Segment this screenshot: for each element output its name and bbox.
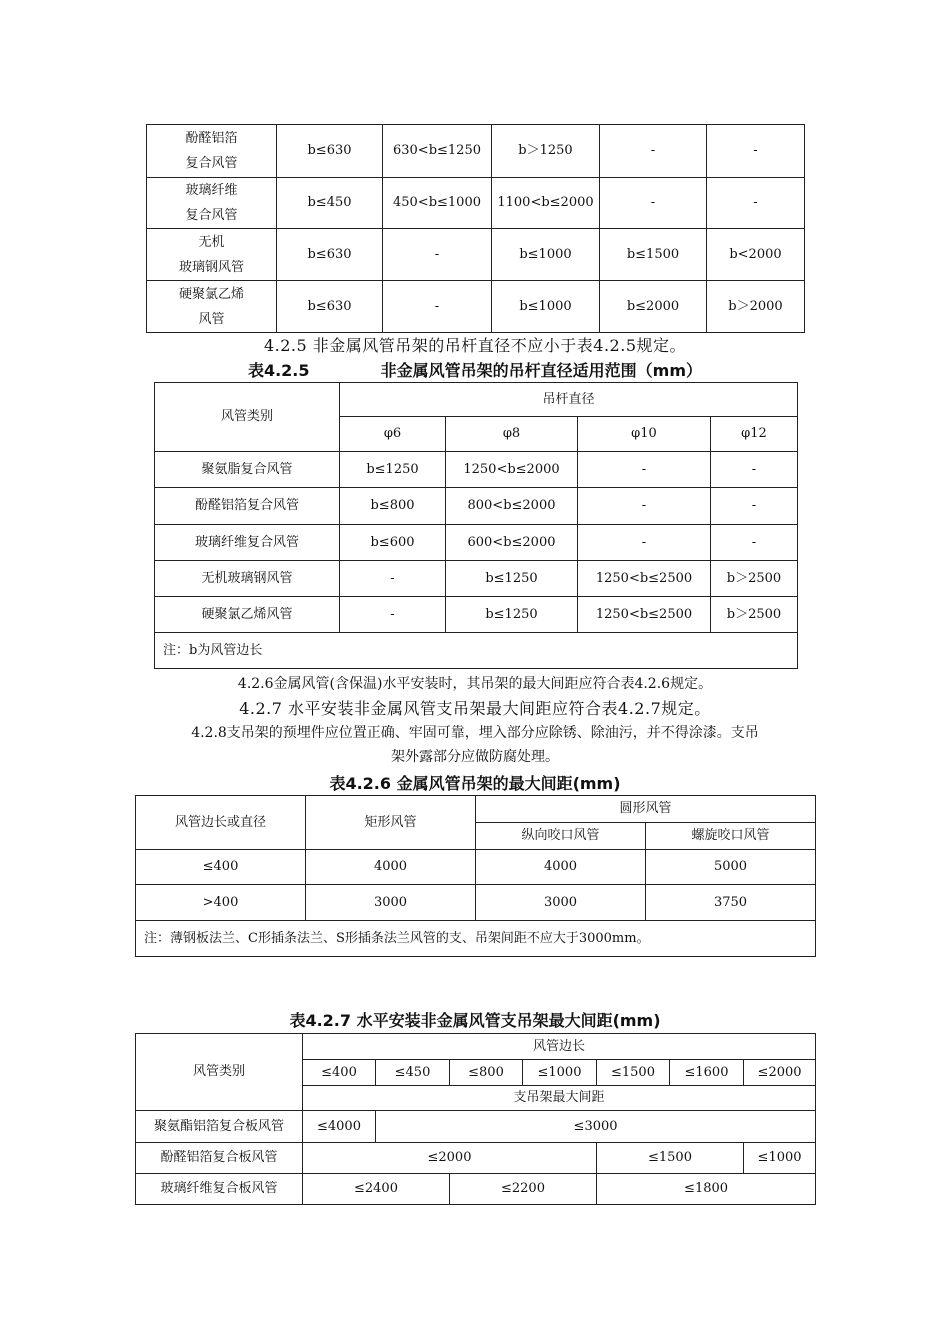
table-caption-4-2-5: [0, 358, 950, 381]
paragraph-4-2-5: 4.2.5 非金属风管吊架的吊杆直径不应小于表4.2.5规定。: [263, 336, 686, 355]
header-duct-type: 风管类别: [155, 383, 340, 452]
value-cell: -: [340, 561, 446, 597]
table-4-2-5: [154, 382, 798, 669]
table-note: 注：薄钢板法兰、C形插条法兰、S形插条法兰风管的支、吊架间距不应大于3000mm。: [136, 921, 816, 957]
duct-type-cell: 酚醛铝箔 复合风管: [147, 125, 277, 178]
header-side-value: ≤450: [376, 1060, 450, 1086]
table-row: [155, 452, 798, 488]
value-cell: 800<b≤2000: [446, 488, 578, 525]
value-cell: b≤630: [277, 281, 383, 333]
header-duct-type: 风管类别: [136, 1034, 303, 1111]
table-row: [155, 561, 798, 597]
value-cell: -: [707, 125, 805, 178]
value-cell: b≤630: [277, 229, 383, 281]
header-diameter: φ6: [340, 417, 446, 452]
value-cell: 3750: [646, 885, 816, 921]
value-cell: b＞2500: [711, 597, 798, 633]
value-cell: b≤1500: [600, 229, 707, 281]
value-cell: b≤2000: [600, 281, 707, 333]
table-caption-4-2-7: 表4.2.7 水平安装非金属风管支吊架最大间距(mm): [289, 1011, 661, 1030]
table-4-2-7: [135, 1033, 816, 1205]
value-cell: b≤450: [277, 178, 383, 229]
table-row: [155, 525, 798, 561]
value-cell: b≤1250: [340, 452, 446, 488]
value-cell: -: [711, 488, 798, 525]
header-rectangular-duct: 矩形风管: [306, 796, 476, 850]
table-header-row: [136, 1034, 816, 1060]
value-cell: -: [707, 178, 805, 229]
value-cell: b＞2500: [711, 561, 798, 597]
table-row: [136, 1174, 816, 1205]
table-note-row: [155, 633, 798, 669]
value-cell: 1250<b≤2000: [446, 452, 578, 488]
value-cell: b<2000: [707, 229, 805, 281]
value-cell: ≤2200: [450, 1174, 597, 1205]
header-side-value: ≤1000: [523, 1060, 597, 1086]
value-cell: 1250<b≤2500: [578, 597, 711, 633]
value-cell: b≤1000: [492, 229, 600, 281]
header-diameter: φ8: [446, 417, 578, 452]
duct-type-cell: 玻璃纤维 复合风管: [147, 178, 277, 229]
value-cell: 1100<b≤2000: [492, 178, 600, 229]
value-cell: -: [578, 488, 711, 525]
table-row: [136, 1143, 816, 1174]
header-diameter: φ12: [711, 417, 798, 452]
duct-type-cell: 聚氨脂复合风管: [155, 452, 340, 488]
header-side-value: ≤2000: [744, 1060, 816, 1086]
value-cell: >400: [136, 885, 306, 921]
value-cell: 4000: [476, 850, 646, 885]
header-side-value: ≤400: [303, 1060, 376, 1086]
value-cell: ≤3000: [376, 1111, 816, 1143]
value-cell: b＞1250: [492, 125, 600, 178]
table-row: [147, 178, 805, 229]
duct-type-cell: 硬聚氯乙烯 风管: [147, 281, 277, 333]
duct-type-cell: 玻璃纤维复合板风管: [136, 1174, 303, 1205]
table-4-2-6: [135, 795, 816, 957]
header-duct-side: 风管边长: [303, 1034, 816, 1060]
value-cell: 5000: [646, 850, 816, 885]
header-side-or-diameter: 风管边长或直径: [136, 796, 306, 850]
paragraph-4-2-8-line2: 架外露部分应做防腐处理。: [391, 749, 559, 765]
header-side-value: ≤1600: [670, 1060, 744, 1086]
value-cell: ≤1500: [597, 1143, 744, 1174]
value-cell: -: [340, 597, 446, 633]
duct-type-cell: 酚醛铝箔复合风管: [155, 488, 340, 525]
table-note-row: [136, 921, 816, 957]
duct-type-cell: 聚氨酯铝箔复合板风管: [136, 1111, 303, 1143]
caption-number: 表4.2.5: [247, 361, 310, 380]
value-cell: -: [711, 525, 798, 561]
paragraph-4-2-7: 4.2.7 水平安装非金属风管支吊架最大间距应符合表4.2.7规定。: [239, 699, 711, 718]
header-side-value: ≤800: [450, 1060, 523, 1086]
value-cell: -: [600, 178, 707, 229]
header-longitudinal-seam: 纵向咬口风管: [476, 823, 646, 850]
value-cell: ≤1800: [597, 1174, 816, 1205]
duct-type-cell: 无机玻璃钢风管: [155, 561, 340, 597]
duct-type-cell: 无机 玻璃钢风管: [147, 229, 277, 281]
value-cell: b＞2000: [707, 281, 805, 333]
value-cell: ≤2000: [303, 1143, 597, 1174]
value-cell: -: [578, 452, 711, 488]
value-cell: ≤1000: [744, 1143, 816, 1174]
duct-type-cell: 酚醛铝箔复合板风管: [136, 1143, 303, 1174]
value-cell: 1250<b≤2500: [578, 561, 711, 597]
header-side-value: ≤1500: [597, 1060, 670, 1086]
duct-type-cell: 玻璃纤维复合风管: [155, 525, 340, 561]
table-header-row: [136, 796, 816, 823]
value-cell: ≤4000: [303, 1111, 376, 1143]
value-cell: 630<b≤1250: [383, 125, 492, 178]
value-cell: b≤1250: [446, 561, 578, 597]
paragraph-4-2-8-line1: 4.2.8支吊架的预埋件应位置正确、牢固可靠，埋入部分应除锈、除油污，并不得涂漆。支吊: [191, 725, 759, 741]
value-cell: 4000: [306, 850, 476, 885]
table-row: [136, 850, 816, 885]
table-row: [155, 488, 798, 525]
table-row: [147, 281, 805, 333]
table-header-row: [155, 383, 798, 417]
caption-title: 非金属风管吊架的吊杆直径适用范围（mm）: [380, 361, 703, 380]
value-cell: -: [711, 452, 798, 488]
value-cell: -: [578, 525, 711, 561]
table-row: [136, 1111, 816, 1143]
value-cell: 450<b≤1000: [383, 178, 492, 229]
value-cell: 3000: [476, 885, 646, 921]
value-cell: -: [383, 229, 492, 281]
value-cell: 600<b≤2000: [446, 525, 578, 561]
table-row: [155, 597, 798, 633]
value-cell: b≤630: [277, 125, 383, 178]
header-round-duct: 圆形风管: [476, 796, 816, 823]
duct-type-cell: 硬聚氯乙烯风管: [155, 597, 340, 633]
value-cell: -: [383, 281, 492, 333]
value-cell: ≤400: [136, 850, 306, 885]
value-cell: 3000: [306, 885, 476, 921]
table-row: [136, 885, 816, 921]
value-cell: ≤2400: [303, 1174, 450, 1205]
value-cell: b≤1000: [492, 281, 600, 333]
value-cell: -: [600, 125, 707, 178]
table-continued: [146, 124, 805, 333]
value-cell: b≤1250: [446, 597, 578, 633]
table-row: [147, 125, 805, 178]
table-caption-4-2-6: 表4.2.6 金属风管吊架的最大间距(mm): [329, 774, 621, 793]
table-row: [147, 229, 805, 281]
value-cell: b≤600: [340, 525, 446, 561]
header-max-spacing: 支吊架最大间距: [303, 1086, 816, 1111]
paragraph-4-2-6: 4.2.6金属风管(含保温)水平安装时，其吊架的最大间距应符合表4.2.6规定。: [237, 676, 713, 692]
table-note: 注：b为风管边长: [155, 633, 798, 669]
header-spiral-seam: 螺旋咬口风管: [646, 823, 816, 850]
header-diameter: φ10: [578, 417, 711, 452]
header-rod-diameter: 吊杆直径: [340, 383, 798, 417]
value-cell: b≤800: [340, 488, 446, 525]
